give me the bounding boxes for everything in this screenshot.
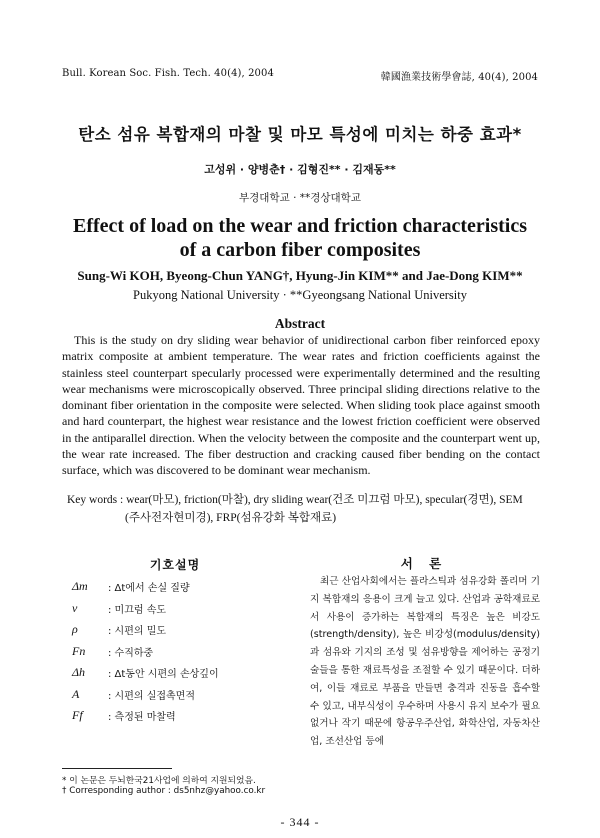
symbol-row bbox=[72, 684, 292, 706]
keywords-line1: Key words : wear(마모), friction(마찰), dry sliding wear(건조 미끄럼 마모), specular(경면), SEM bbox=[67, 494, 523, 506]
symbol-description: : 미끄럼 속도 bbox=[108, 604, 167, 616]
english-authors: Sung-Wi KOH, Byeong-Chun YANG†, Hyung-Jin KIM** and Jae-Dong KIM** bbox=[77, 268, 523, 283]
symbol-description: : Δt동안 시편의 손상깊이 bbox=[108, 669, 219, 681]
symbol: Δm bbox=[72, 579, 88, 594]
symbol-row bbox=[72, 598, 292, 620]
symbol: Fn bbox=[72, 643, 86, 658]
symbol: Δh bbox=[72, 665, 86, 680]
journal-header-korean: 韓國漁業技術學會誌, 40(4), 2004 bbox=[380, 72, 538, 83]
symbol: v bbox=[72, 600, 78, 615]
keywords-line2: (주사전자현미경), FRP(섬유강화 복합재료) bbox=[125, 512, 337, 524]
journal-header-english: Bull. Korean Soc. Fish. Tech. 40(4), 2004 bbox=[62, 68, 274, 79]
footnote-corresponding-author: † Corresponding author : ds5nhz@yahoo.co.kr bbox=[62, 786, 266, 796]
abstract-heading: Abstract bbox=[274, 316, 326, 331]
footnote-funding: * 이 논문은 두뇌한국21사업에 의하여 지원되었음. bbox=[62, 776, 256, 786]
symbol-row bbox=[72, 662, 292, 684]
korean-affiliation: 부경대학교 · **경상대학교 bbox=[239, 192, 361, 204]
symbol-description: : 측정된 마찰력 bbox=[108, 712, 176, 724]
page-number: - 344 - bbox=[280, 815, 320, 829]
symbol: ρ bbox=[72, 622, 78, 637]
introduction-text: 최근 산업사회에서는 플라스틱과 섬유강화 폴리머 기지 복합재의 응용이 크게 늘고 있다. 산업과 공학재료로서 사용이 증가하는 복합재의 특징은 높은 비강도(strength/density), 높은 비강성(modulus/density)과 섬유와 기지의 조성 및 섬유방향을 제어하는 공정기술들을 통한 재료특성을 조절할 수 있기 때문이다. 더하여, 이들 재료로 부품을 만들면 충격과 진동을 흡수할 수 있고, 내부식성이 우수하며 사용시 유지 보수가 필요 없거나 작기 때문에 항공우주산업, 화학산업, 자동차산업, 조선산업 등에 bbox=[310, 576, 540, 748]
symbol-row bbox=[72, 705, 292, 727]
introduction-heading: 서 론 bbox=[400, 556, 448, 571]
keywords bbox=[67, 491, 545, 527]
symbols-list bbox=[72, 576, 292, 727]
symbols-heading: 기호설명 bbox=[149, 558, 201, 572]
korean-authors: 고성위 · 양병춘† · 김형진** · 김재동** bbox=[204, 163, 396, 176]
symbol-row bbox=[72, 641, 292, 663]
english-title bbox=[0, 214, 600, 262]
symbol-description: : 수직하중 bbox=[108, 647, 154, 659]
symbol-row bbox=[72, 619, 292, 641]
english-title-line2: of a carbon fiber composites bbox=[179, 239, 421, 261]
footnote-divider bbox=[62, 768, 172, 769]
symbol-description: : Δt에서 손실 질량 bbox=[108, 583, 190, 595]
symbol-row bbox=[72, 576, 292, 598]
symbol-description: : 시편의 밀도 bbox=[108, 626, 167, 638]
symbol-description: : 시편의 실접촉면적 bbox=[108, 690, 196, 702]
english-title-line1: Effect of load on the wear and friction characteristics bbox=[73, 215, 527, 237]
abstract-text: This is the study on dry sliding wear behavior of unidirectional carbon fiber reinforced epoxy matrix composite at ambient temperature. The wear rates and friction coefficients against the stainless steel counterpart specularly processed were experimentally determined and the resulting wear mechanisms were microscopically observed. Three principal sliding directions relative to the dominant fiber orientation in the composite were selected. When sliding took place against smooth and hard counterpart, the highest wear resistance and the lowest friction coefficient were observed in the antiparallel direction. When the velocity between the composite and the counterpart went up, the wear rate increased. The fiber destruction and cracking caused fiber bending on the contact surface, which was discovered to be dominant wear mechanism. bbox=[62, 333, 540, 478]
english-affiliation: Pukyong National University · **Gyeongsang National University bbox=[133, 288, 467, 302]
symbol: Ff bbox=[72, 708, 83, 723]
korean-title: 탄소 섬유 복합재의 마찰 및 마모 특성에 미치는 하중 효과* bbox=[78, 125, 522, 144]
symbol: A bbox=[72, 686, 80, 701]
